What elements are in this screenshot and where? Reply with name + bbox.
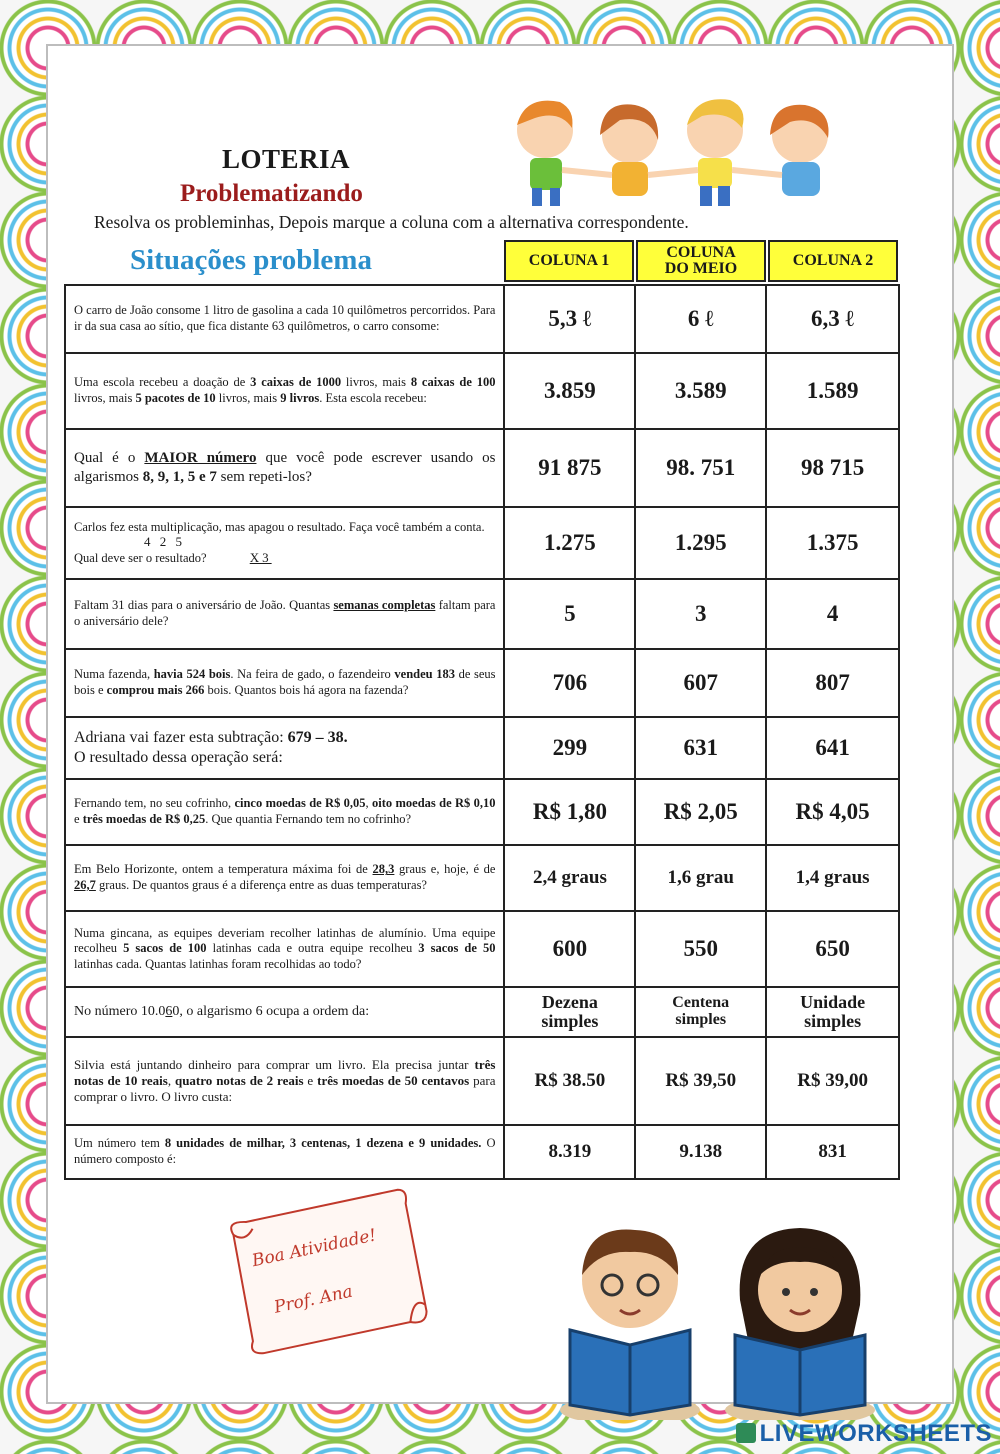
girl-reading [725,1228,875,1420]
table-header-row [64,240,900,282]
worksheet-title: LOTERIA [222,144,351,174]
answer-option-column-1[interactable]: R$ 1,80 [505,780,636,844]
children-holding-hands-illustration [490,90,860,210]
question-text: Fernando tem, no seu cofrinho, cinco moedas de R$ 0,05, oito moedas de R$ 0,10 e três moedas de R$ 0,25. Que quantia Fernando tem no cofrinho? [66,780,505,844]
question-text: Em Belo Horizonte, ontem a temperatura máxima foi de 28,3 graus e, hoje, é de 26,7 graus. De quantos graus é a diferença entre as duas temperaturas? [66,846,505,910]
answer-option-column-1[interactable]: Dezena simples [505,988,636,1036]
answer-option-column-middle[interactable]: 9.138 [636,1126,767,1178]
answer-option-column-1[interactable]: 91 875 [505,430,636,506]
boy-reading [560,1230,700,1420]
answer-option-column-1[interactable]: 8.319 [505,1126,636,1178]
answer-option-column-2[interactable]: R$ 4,05 [795,798,870,824]
signature-author: Prof. Ana [272,1281,355,1318]
question-text: Carlos fez esta multiplicação, mas apagou o resultado. Faça você também a conta. 4 2 5 Qual deve ser o resultado? X3 [66,508,505,578]
answer-option-column-middle[interactable]: 3.589 [636,354,767,428]
answer-option-column-middle[interactable]: 6 ℓ [636,286,767,352]
liveworksheets-logo: LIVEWORKSHEETS [736,1420,992,1448]
child-4 [770,105,829,196]
answer-option-column-2[interactable]: 4 [826,600,839,626]
child-3 [687,99,744,206]
answer-option-column-2[interactable]: Unidade simples [800,992,866,1031]
answer-option-column-1[interactable]: 299 [505,718,636,778]
answer-option-column-middle[interactable]: 550 [636,912,767,986]
answer-option-column-middle[interactable]: 631 [636,718,767,778]
answer-option-column-middle[interactable]: 98. 751 [636,430,767,506]
answer-option-column-middle[interactable]: 1,6 grau [636,846,767,910]
signature-greeting: Boa Atividade! [250,1225,379,1272]
table-row [64,718,900,780]
answer-option-column-middle[interactable]: 3 [636,580,767,648]
question-text: Um número tem 8 unidades de milhar, 3 centenas, 1 dezena e 9 unidades. O número composto é: [66,1126,505,1178]
table-row [64,354,900,430]
table-row [64,580,900,650]
answer-option-column-2[interactable]: 650 [815,935,850,961]
table-row [64,284,900,354]
answer-option-column-1[interactable]: 5,3 ℓ [505,286,636,352]
children-reading-illustration [560,1220,890,1420]
question-text: Adriana vai fazer esta subtração: 679 – 38. O resultado dessa operação será: [66,718,505,778]
instructions: Resolva os probleminhas, Depois marque a coluna com a alternativa correspondente. [94,212,689,232]
question-text: Uma escola recebeu a doação de 3 caixas de 1000 livros, mais 8 caixas de 100 livros, mais 5 pacotes de 10 livros, mais 9 livros. Esta escola recebeu: [66,354,505,428]
answer-option-column-middle[interactable]: R$ 39,50 [636,1038,767,1124]
multiplication-top: 4 2 5 [144,534,185,550]
answer-option-column-2[interactable]: 831 [818,1141,847,1163]
answer-option-column-1[interactable]: 3.859 [505,354,636,428]
table-row [64,1038,900,1126]
child-1 [517,101,573,206]
answer-option-column-1[interactable]: 5 [505,580,636,648]
table-row [64,988,900,1038]
answer-option-column-1[interactable]: 2,4 graus [505,846,636,910]
table-row [64,912,900,988]
answer-option-column-1[interactable]: 706 [505,650,636,716]
answer-option-column-2[interactable]: 641 [815,734,850,760]
column-2-header: COLUNA 2 [768,240,898,282]
answer-option-column-middle[interactable]: R$ 2,05 [636,780,767,844]
question-text: Numa gincana, as equipes deveriam recolher latinhas de alumínio. Uma equipe recolheu 5 sacos de 100 latinhas cada e outra equipe recolheu 3 sacos de 50 latinhas cada. Quantas latinhas foram recolhidas ao todo? [66,912,505,986]
answer-option-column-2[interactable]: 98 715 [800,454,865,480]
answer-option-column-1[interactable]: 600 [505,912,636,986]
problems-table [64,240,900,1180]
answer-option-column-2[interactable]: 807 [815,669,850,695]
column-middle-header: COLUNA DO MEIO [636,240,766,282]
table-row [64,780,900,846]
answer-option-column-2[interactable]: 1.589 [806,377,859,403]
answer-option-column-1[interactable]: 1.275 [505,508,636,578]
answer-option-column-2[interactable]: R$ 39,00 [797,1070,868,1092]
multiplication-factor: X3 [249,549,272,565]
question-text: Qual é o MAIOR número que você pode escrever usando os algarismos 8, 9, 1, 5 e 7 sem repeti-los? [66,430,505,506]
column-1-header: COLUNA 1 [504,240,634,282]
answer-option-column-middle[interactable]: 1.295 [636,508,767,578]
table-row [64,508,900,580]
liveworksheets-logo-icon [736,1423,756,1443]
answer-option-column-2[interactable]: 6,3 ℓ [811,305,855,331]
question-text: Silvia está juntando dinheiro para comprar um livro. Ela precisa juntar três notas de 10 reais, quatro notas de 2 reais e três moedas de 50 centavos para comprar o livro. O livro custa: [66,1038,505,1124]
section-title: Situações problema [130,244,372,276]
child-2 [600,104,658,196]
answer-option-column-2[interactable]: 1.375 [806,529,859,555]
question-text: Numa fazenda, havia 524 bois. Na feira de gado, o fazendeiro vendeu 183 de seus bois e comprou mais 266 bois. Quantos bois há agora na fazenda? [66,650,505,716]
question-text: O carro de João consome 1 litro de gasolina a cada 10 quilômetros percorridos. Para ir da sua casa ao sítio, que fica distante 63 quilômetros, o carro consome: [66,286,505,352]
answer-option-column-2[interactable]: 1,4 graus [795,867,870,889]
answer-option-column-middle[interactable]: Centena simples [636,988,767,1036]
question-text: Faltam 31 dias para o aniversário de João. Quantas semanas completas faltam para o aniversário dele? [66,580,505,648]
question-text: No número 10.060, o algarismo 6 ocupa a ordem da: [66,988,505,1036]
table-row [64,430,900,508]
table-row [64,1126,900,1180]
table-row [64,650,900,718]
worksheet-subtitle: Problematizando [180,180,363,207]
answer-option-column-1[interactable]: R$ 38.50 [505,1038,636,1124]
answer-option-column-middle[interactable]: 607 [636,650,767,716]
table-row [64,846,900,912]
